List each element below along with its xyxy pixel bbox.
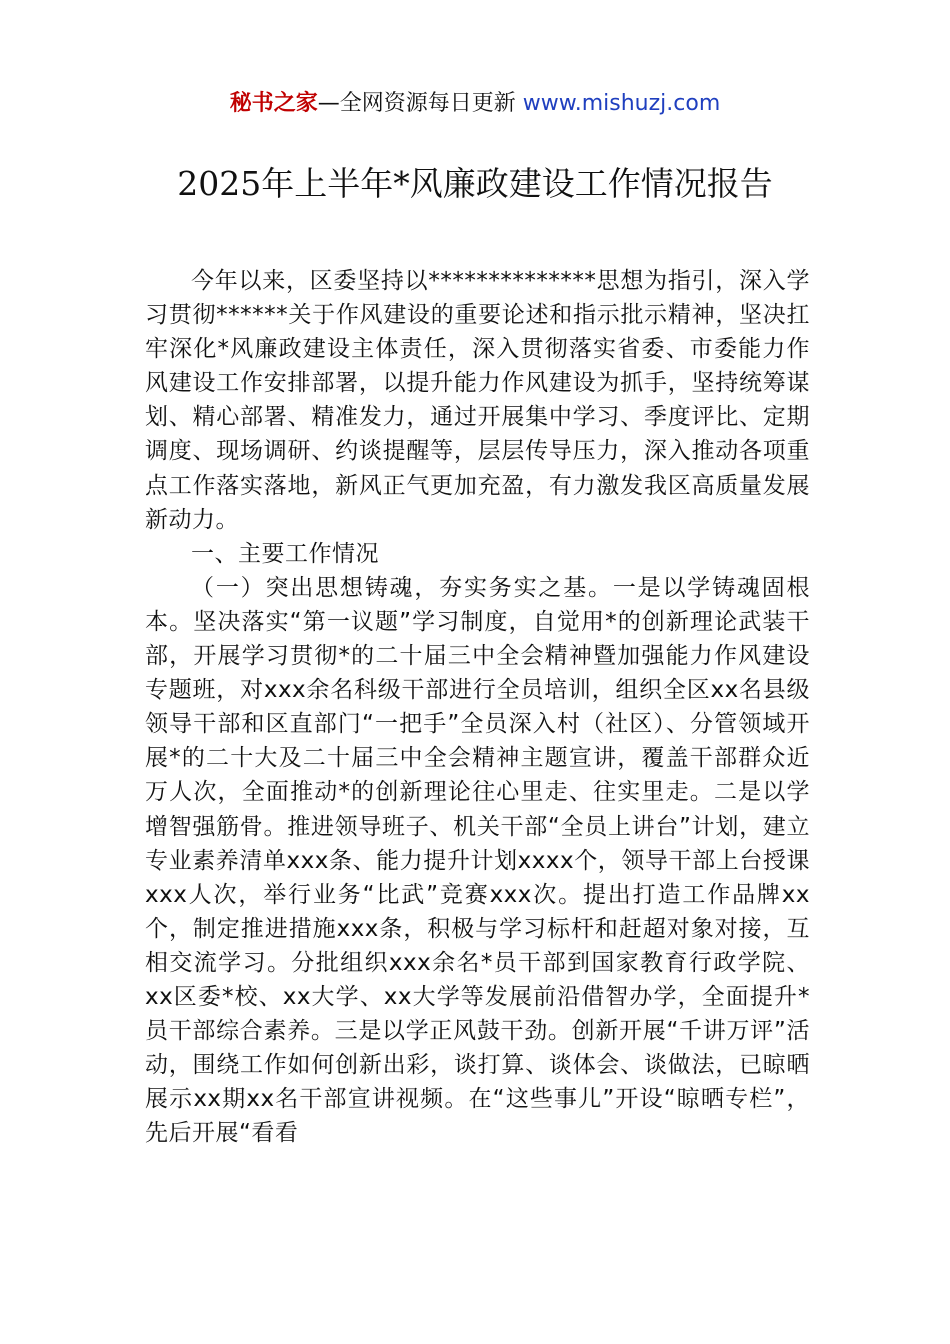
header-dash: —	[317, 91, 340, 116]
site-url-link[interactable]: www.mishuzj.com	[522, 91, 721, 116]
site-slogan: 全网资源每日更新	[339, 91, 516, 116]
document-body	[145, 264, 810, 1150]
intro-paragraph: 今年以来，区委坚持以**************思想为指引，深入学习贯彻******关于作风建设的重要论述和指示批示精神，坚决扛牢深化*风廉政建设主体责任，深入贯彻落实省委、市委能力作风建设工作安排部署，以提升能力作风建设为抓手，坚持统筹谋划、精心部署、精准发力，通过开展集中学习、季度评比、定期调度、现场调研、约谈提醒等，层层传导压力，深入推动各项重点工作落实落地，新风正气更加充盈，有力激发我区高质量发展新动力。	[145, 268, 810, 533]
site-header	[0, 86, 950, 122]
section-heading: 一、主要工作情况	[191, 540, 379, 567]
document-title: 2025年上半年*风廉政建设工作情况报告	[177, 164, 773, 203]
section-paragraph: （一）突出思想铸魂，夯实务实之基。一是以学铸魂固根本。坚决落实“第一议题”学习制度，自觉用*的创新理论武装干部，开展学习贯彻*的二十届三中全会精神暨加强能力作风建设专题班，对xxx余名科级干部进行全员培训，组织全区xx名县级领导干部和区直部门“一把手”全员深入村（社区）、分管领域开展*的二十大及二十届三中全会精神主题宣讲，覆盖干部群众近万人次，全面推动*的创新理论往心里走、往实里走。二是以学增智强筋骨。推进领导班子、机关干部“全员上讲台”计划，建立专业素养清单xxx条、能力提升计划xxxx个，领导干部上台授课xxx人次，举行业务“比武”竞赛xxx次。提出打造工作品牌xx个，制定推进措施xxx条，积极与学习标杆和赶超对象对接，互相交流学习。分批组织xxx余名*员干部到国家教育行政学院、xx区委*校、xx大学、xx大学等发展前沿借智办学，全面提升*员干部综合素养。三是以学正风鼓干劲。创新开展“千讲万评”活动，围绕工作如何创新出彩，谈打算、谈体会、谈做法，已晾晒展示xx期xx名干部宣讲视频。在“这些事儿”开设“晾晒专栏”，先后开展“看看	[145, 574, 810, 1147]
site-brand: 秘书之家	[229, 91, 318, 116]
